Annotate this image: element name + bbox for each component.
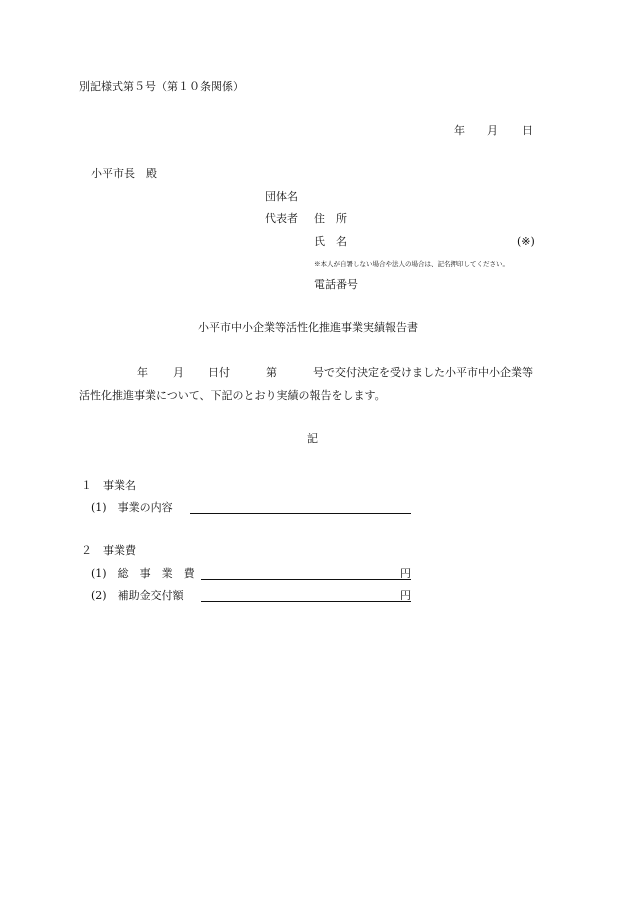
subsidy-amount-label: (2) 補助金交付額 <box>91 589 184 602</box>
subsidy-amount-field[interactable] <box>201 601 411 602</box>
document-title: 小平市中小企業等活性化推進事業実績報告書 <box>198 321 418 334</box>
business-content-label: (1) 事業の内容 <box>91 501 173 514</box>
date-year: 年 <box>454 124 465 137</box>
total-cost-label: (1) 総 事 業 費 <box>91 567 195 580</box>
business-content-field[interactable] <box>190 513 411 514</box>
representative-label: 代表者 <box>265 212 298 225</box>
ki-heading: 記 <box>307 432 318 445</box>
date-month: 月 <box>487 124 498 137</box>
name-label: 氏 名 <box>314 235 347 248</box>
form-reference: 別記様式第５号（第１０条関係） <box>79 80 244 93</box>
signature-note: ※本人が自署しない場合や法人の場合は、記名押印してください。 <box>314 260 509 268</box>
body-year: 年 <box>137 366 148 379</box>
seal-mark: (※) <box>517 235 535 248</box>
org-name-label: 団体名 <box>265 190 298 203</box>
section-1-heading: １ 事業名 <box>81 479 136 492</box>
body-dai: 第 <box>266 366 277 379</box>
body-line-2: 活性化推進事業について、下記のとおり実績の報告をします。 <box>79 389 386 402</box>
total-cost-unit: 円 <box>400 567 411 580</box>
total-cost-field[interactable] <box>201 579 411 580</box>
address-label: 住 所 <box>314 212 347 225</box>
phone-label: 電話番号 <box>314 278 358 291</box>
addressee: 小平市長 殿 <box>91 167 157 180</box>
date-day: 日 <box>522 124 533 137</box>
section-2-heading: ２ 事業費 <box>81 544 136 557</box>
body-month: 月 <box>173 366 184 379</box>
body-tail: 号で交付決定を受けました小平市中小企業等 <box>313 366 533 379</box>
body-dated: 日付 <box>208 366 230 379</box>
subsidy-amount-unit: 円 <box>400 589 411 602</box>
